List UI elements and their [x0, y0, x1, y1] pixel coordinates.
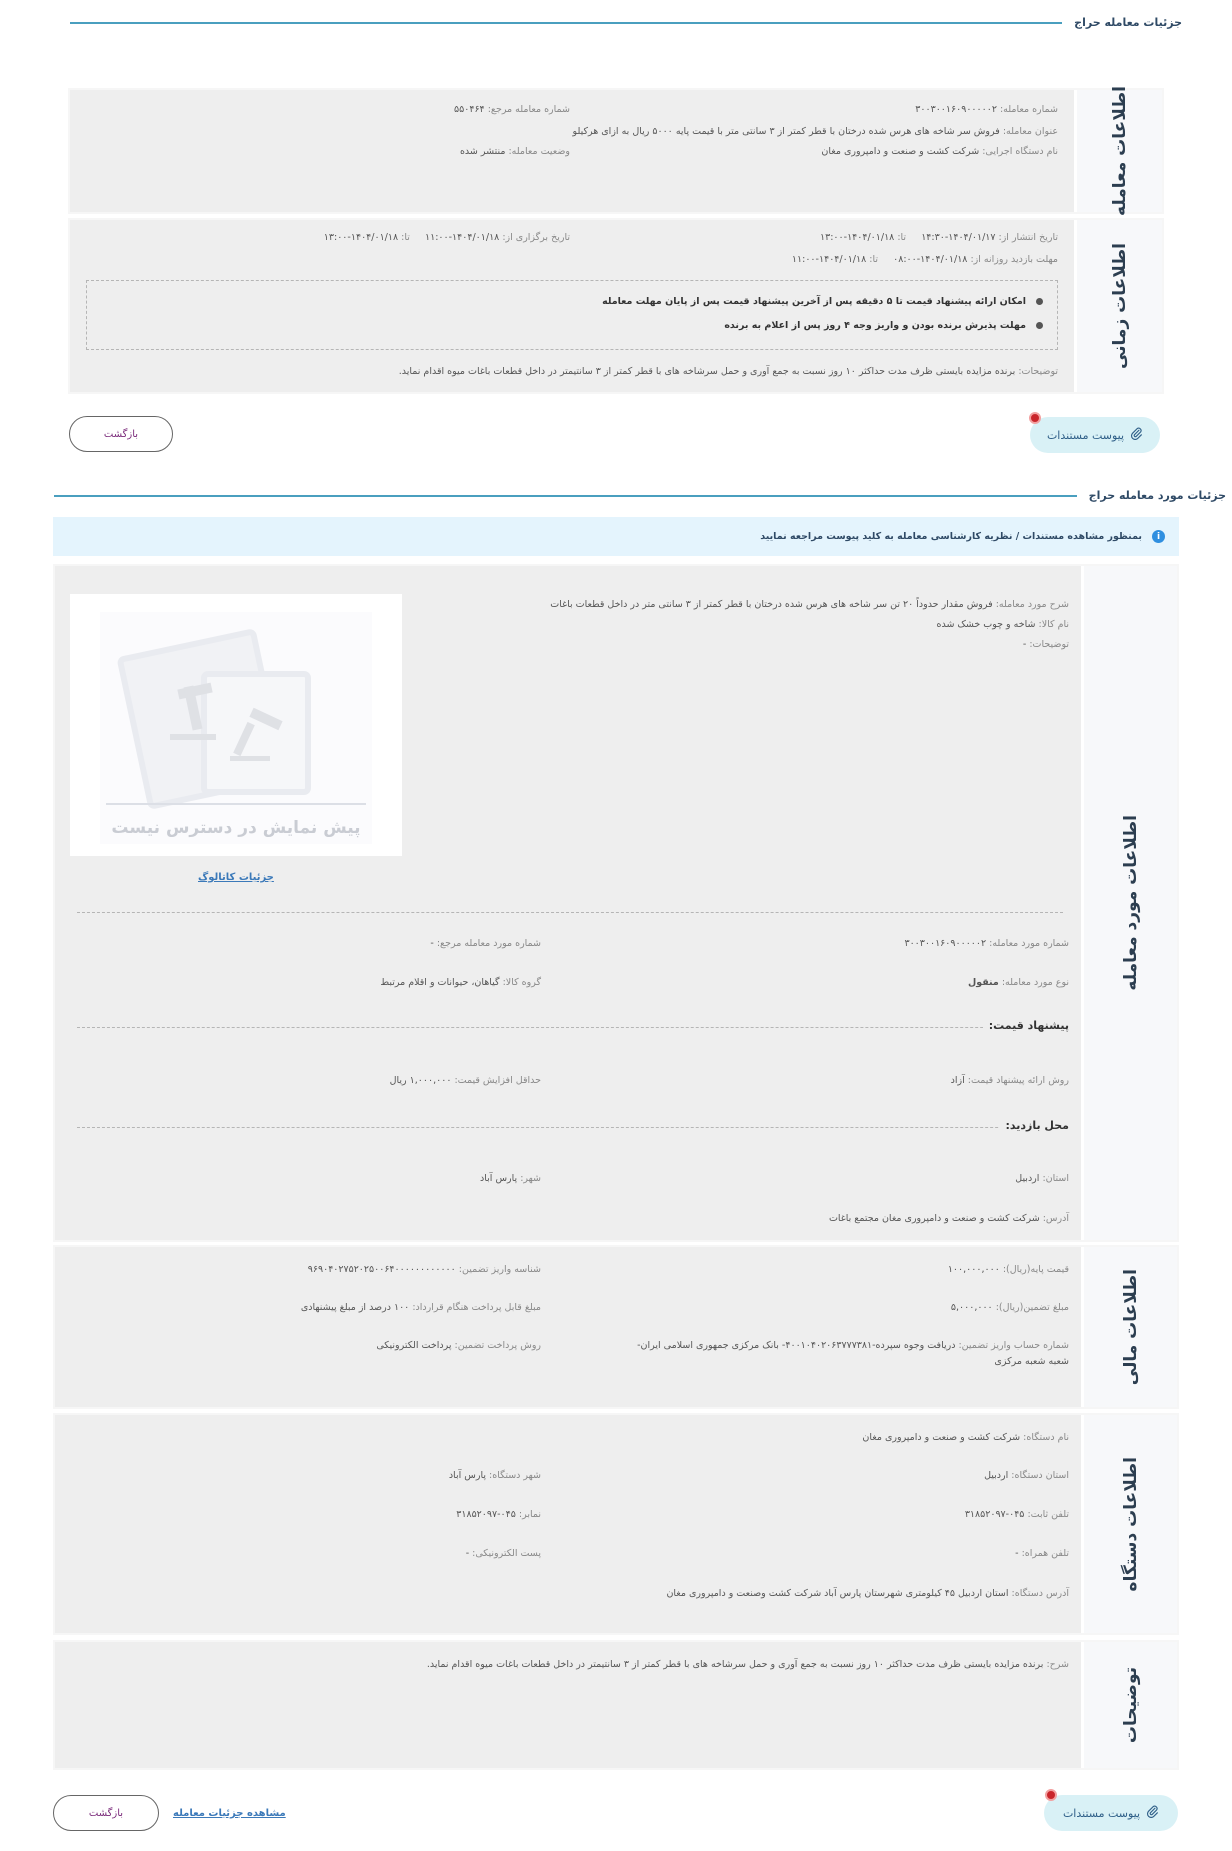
agency-city: شهر دستگاه: پارس آباد — [448, 1470, 541, 1481]
attachment-badge — [1029, 412, 1041, 424]
deal-info-card — [68, 85, 1164, 217]
deal-info-label: اطلاعات معامله — [1074, 90, 1162, 212]
contract-payment: مبلغ قابل پرداخت هنگام قرارداد: ۱۰۰ درصد از مبلغ پیشنهادی — [300, 1302, 541, 1313]
deal-title: عنوان معامله: فروش سر شاخه های هرس شده درختان با قطر کمتر از ۳ سانتی متر با قیمت پایه ۵۰۰۰ ریال به ازای هرکیلو — [572, 126, 1058, 137]
goods-name: نام کالا: شاخه و چوب خشک شده — [936, 619, 1069, 630]
preview-image — [70, 594, 402, 856]
publish-date: تاریخ انتشار از: ۱۴۰۴/۰۱/۱۷-۱۴:۳۰ تا: ۱۴۰۴/۰۱/۱۸-۱۳:۰۰ — [820, 232, 1058, 243]
guarantee-amount: مبلغ تضمین(ریال): ۵,۰۰۰,۰۰۰ — [950, 1302, 1069, 1313]
info-icon: i — [1152, 530, 1165, 543]
deal-number: شماره معامله: ۳۰۰۳۰۰۱۶۰۹۰۰۰۰۰۲ — [915, 104, 1058, 115]
agency-email: پست الکترونیکی: - — [465, 1548, 541, 1559]
guarantee-account-branch: شعبه شعبه مرکزی — [994, 1356, 1069, 1367]
deal-agency: نام دستگاه اجرایی: شرکت کشت و صنعت و دامپروری مغان — [821, 146, 1058, 157]
agency-fax: نمابر: ۰۴۵-۳۱۸۵۲۰۹۷ — [456, 1509, 541, 1520]
agency-phone: تلفن ثابت: ۰۴۵-۳۱۸۵۲۰۹۷ — [964, 1509, 1069, 1520]
agency-address: آدرس دستگاه: استان اردبیل ۴۵ کیلومتری شهرستان پارس آباد شرکت کشت وصنعت و دامپروری مغان — [666, 1588, 1069, 1599]
agency-info-card — [53, 1413, 1179, 1635]
bid-method: روش ارائه پیشنهاد قیمت: آزاد — [950, 1075, 1069, 1086]
view-deal-details-link[interactable]: مشاهده جزئیات معامله — [173, 1808, 286, 1819]
item-ref-number: شماره مورد معامله مرجع: - — [430, 938, 541, 949]
condition-item: امکان ارائه پیشنهاد قیمت تا ۵ دقیقه پس از آخرین پیشنهاد قیمت پس از پایان مهلت معامله — [602, 296, 1043, 307]
item-description: شرح مورد معامله: فروش مقدار حدوداً ۲۰ تن سر شاخه های هرس شده درختان با قطر کمتر از ۳ سانتی متر در داخل قطعات باغات — [550, 599, 1069, 610]
item-type: نوع مورد معامله: منقول — [968, 977, 1069, 988]
notes-card — [53, 1640, 1179, 1770]
financial-info-label: اطلاعات مالی — [1081, 1247, 1177, 1407]
notes-description: شرح: برنده مزایده بایستی ظرف مدت حداکثر ۱۰ روز نسبت به جمع آوری و حمل سرشاخه های با قطر کمتر از ۳ سانتیمتر در داخل قطعات باغات میوه اقدام نماید. — [426, 1659, 1069, 1670]
guarantee-pay-method: روش پرداخت تضمین: پرداخت الکترونیکی — [376, 1340, 541, 1351]
back-button[interactable]: بازگشت — [53, 1795, 159, 1831]
section-title: جزئیات معامله حراج — [1074, 16, 1182, 29]
catalog-details-link[interactable]: جزئیات کاتالوگ — [198, 872, 274, 883]
visit-province: استان: اردبیل — [1015, 1173, 1069, 1184]
base-price: قیمت پایه(ریال): ۱۰۰,۰۰۰,۰۰۰ — [947, 1264, 1069, 1275]
hold-date: تاریخ برگزاری از: ۱۴۰۴/۰۱/۱۸-۱۱:۰۰ تا: ۱۴۰۴/۰۱/۱۸-۱۳:۰۰ — [323, 232, 570, 243]
visit-window: مهلت بازدید روزانه از: ۱۴۰۴/۰۱/۱۸-۰۸:۰۰ تا: ۱۴۰۴/۰۱/۱۸-۱۱:۰۰ — [791, 254, 1058, 265]
preview-unavailable-text: پیش نمایش در دسترس نیست — [111, 818, 361, 838]
attach-documents-button[interactable]: پیوست مستندات — [1044, 1795, 1178, 1831]
notes-label: توضیحات — [1081, 1642, 1177, 1768]
item-notes: توضیحات: - — [1022, 639, 1069, 650]
agency-province: استان دستگاه: اردبیل — [984, 1470, 1069, 1481]
attachment-badge — [1045, 1789, 1057, 1801]
item-number: شماره مورد معامله: ۳۰۰۳۰۰۱۶۰۹۰۰۰۰۰۲ — [904, 938, 1069, 949]
deal-status: وضعیت معامله: منتشر شده — [459, 146, 570, 157]
deposit-id: شناسه واریز تضمین: ۹۶۹۰۴۰۲۷۵۲۰۲۵۰۰۶۴۰۰۰۰۰۰۰۰۰۰۰۰ — [307, 1264, 541, 1275]
deal-ref-number: شماره معامله مرجع: ۵۵۰۴۶۴ — [454, 104, 570, 115]
min-increase: حداقل افزایش قیمت: ۱,۰۰۰,۰۰۰ ریال — [389, 1075, 541, 1086]
visit-address: آدرس: شرکت کشت و صنعت و دامپروری مغان مجتمع باغات — [828, 1213, 1069, 1224]
deal-details-header — [70, 16, 1182, 29]
item-details-header — [54, 489, 1226, 502]
agency-name: نام دستگاه: شرکت کشت و صنعت و دامپروری مغان — [862, 1432, 1069, 1443]
divider — [77, 1127, 1063, 1128]
attach-documents-button[interactable]: پیوست مستندات — [1030, 417, 1160, 453]
guarantee-account: شماره حساب واریز تضمین: دریافت وجوه سپرده-۴۰۰۱۰۴۰۲۰۶۳۷۷۷۳۸۱- بانک مرکزی جمهوری اسلامی ایران- — [637, 1340, 1069, 1351]
financial-info-card — [53, 1245, 1179, 1409]
bullet-dot-icon — [1036, 322, 1043, 329]
time-notes: توضیحات: برنده مزایده بایستی ظرف مدت حداکثر ۱۰ روز نسبت به جمع آوری و حمل سرشاخه های با قطر کمتر از ۳ سانتیمتر در داخل قطعات باغات میوه اقدام نماید. — [398, 366, 1058, 377]
visit-city: شهر: پارس آباد — [480, 1173, 541, 1184]
agency-mobile: تلفن همراه: - — [1015, 1548, 1069, 1559]
divider — [77, 1027, 1063, 1028]
condition-item: مهلت پذیرش برنده بودن و واریز وجه ۴ روز پس از اعلام به برنده — [724, 320, 1043, 331]
bid-heading: پیشنهاد قیمت: — [983, 1019, 1069, 1032]
visit-heading: محل بازدید: — [999, 1119, 1069, 1132]
paperclip-icon — [1130, 427, 1143, 443]
section-title: جزئیات مورد معامله حراج — [1088, 489, 1226, 502]
bullet-dot-icon — [1036, 298, 1043, 305]
attachment-info-bar: i بمنظور مشاهده مستندات / نظریه کارشناسی معامله به کلید پیوست مراجعه نمایید — [53, 517, 1179, 556]
goods-group: گروه کالا: گیاهان، حیوانات و اقلام مرتبط — [380, 977, 541, 988]
time-info-card — [68, 218, 1164, 394]
item-info-card — [53, 564, 1179, 1242]
time-info-label: اطلاعات زمانی — [1074, 220, 1162, 392]
divider — [77, 912, 1063, 913]
auction-gavel-icon — [70, 594, 402, 856]
conditions-box — [86, 280, 1058, 350]
section-divider — [70, 22, 1062, 24]
paperclip-icon — [1146, 1805, 1159, 1821]
item-info-label: اطلاعات مورد معامله — [1081, 566, 1177, 1240]
back-button[interactable]: بازگشت — [69, 416, 173, 452]
agency-info-label: اطلاعات دستگاه — [1081, 1415, 1177, 1633]
section-divider — [54, 495, 1077, 497]
